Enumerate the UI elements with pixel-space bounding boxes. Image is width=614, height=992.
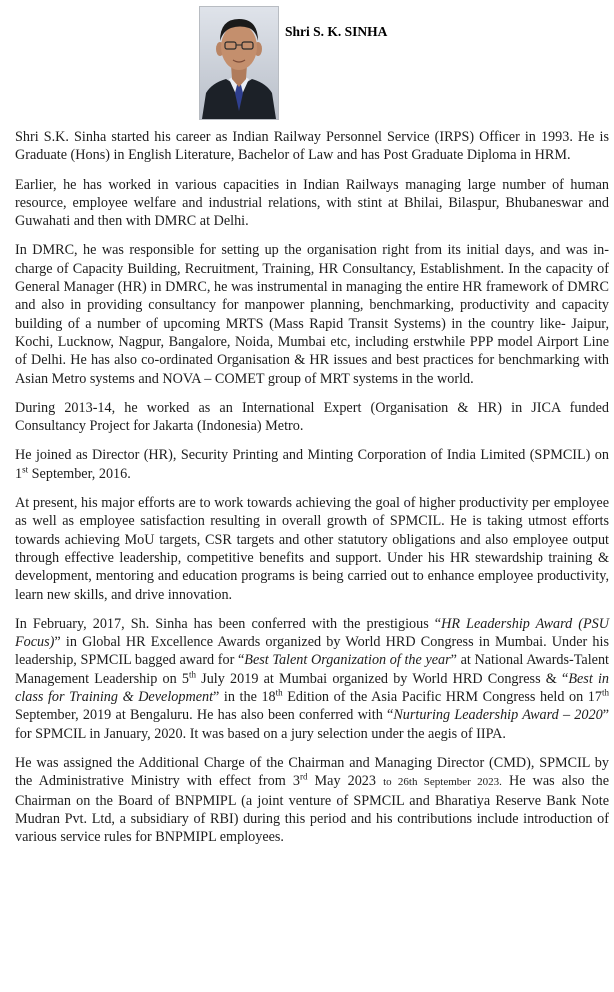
superscript: th — [275, 687, 283, 698]
award-name: Best Talent Organization of the year — [244, 652, 451, 669]
text-span: He was also the Chairman on the Board of BNPMIPL (a joint venture of SPMCIL and Bharatiya Reserve Bank Note Mudran Pvt. Ltd, a subsidiary of RBI) during this period and his contributions include introduction of various service rules for BNPMIPL employees. — [15, 773, 609, 846]
text-span: May 2023 — [307, 773, 384, 790]
biography — [15, 128, 609, 857]
text-span: ” at National Awards-Talent Management Leadership on 5 — [15, 652, 610, 687]
award-name: Best in class for Training & Development — [15, 670, 609, 706]
superscript: th — [188, 668, 196, 679]
bio-paragraph-railways: Earlier, he has worked in various capacities in Indian Railways managing large number of human resource, employee welfare and industrial relations, with stint at Bhilai, Bilaspur, Bhubaneswar and Guwahati and then with DMRC at Delhi. — [15, 176, 609, 230]
text-span: July 2019 at Mumbai organized by World HRD Congress & “ — [195, 670, 569, 687]
text-span: September, 2019 at Bengaluru. He has also been conferred with “ — [15, 707, 394, 724]
superscript: st — [22, 464, 29, 475]
award-name: Nurturing Leadership Award – 2020 — [393, 707, 603, 724]
bio-paragraph-awards — [15, 615, 609, 743]
text-span: Edition of the Asia Pacific HRM Congress held on 17 — [282, 689, 602, 706]
text-span: He was assigned the Additional Charge of the Chairman and Managing Director (CMD), SPMCIL by the Administrative Ministry with effect from 3 — [15, 754, 609, 790]
bio-paragraph-career-start: Shri S.K. Sinha started his career as Indian Railway Personnel Service (IRPS) Officer in 1993. He is Graduate (Hons) in English Literature, Bachelor of Law and has Post Graduate Diploma in HRM. — [15, 129, 609, 164]
bio-paragraph-present-efforts: At present, his major efforts are to work towards achieving the goal of higher productivity per employee as well as employee satisfaction resulting in overall growth of SPMCIL. He is taking utmost efforts towards achieving MoU targets, CSR targets and other statutory obligations and also employee output through effective leadership, competitive benefits and support. Under his HR stewardship training & development, mentoring and education programs is being carried out to enhance employee productivity, learn new skills, and drive innovation. — [15, 495, 609, 603]
text-span: ” in Global HR Excellence Awards organized by World HRD Congress in Mumbai. Under his leadership, SPMCIL bagged award for “ — [15, 634, 609, 669]
text-span: He joined as Director (HR), Security Printing and Minting Corporation of India Limited (SPMCIL) on 1 — [15, 447, 609, 482]
text-span: September, 2016. — [28, 465, 131, 482]
award-name: HR Leadership Award (PSU Focus) — [15, 615, 609, 651]
profile-header — [0, 0, 614, 120]
profile-name: Shri S. K. SINHA — [285, 24, 388, 39]
bio-paragraph-cmd-charge — [15, 754, 609, 846]
portrait-photo — [199, 6, 279, 120]
small-text-span: to 26th September 2023. — [383, 776, 502, 789]
text-span: ” in the 18 — [213, 689, 276, 706]
superscript: rd — [299, 771, 308, 782]
bio-paragraph-spmcil-join — [15, 446, 609, 483]
bio-paragraph-dmrc: In DMRC, he was responsible for setting up the organisation right from its initial days, and was in-charge of Capacity Building, Recruitment, Training, HR Consultancy, Establishment. In the capacity of General Manager (HR) in DMRC, he was instrumental in managing the entire HR framework of DMRC and also in providing consultancy for manpower planning, benchmarking, productivity and capacity building of a number of upcoming MRTS (Mass Rapid Transit Systems) in the country like- Jaipur, Kochi, Lucknow, Nagpur, Bangalore, Noida, Mumbai etc, including erstwhile PPP model Airport Line of Delhi. He has also co-ordinated Organisation & HR issues and best practices for benchmarking with Asian Metro systems and NOVA – COMET group of MRT systems in the world. — [15, 242, 609, 387]
bio-paragraph-jica: During 2013-14, he worked as an International Expert (Organisation & HR) in JICA funded Consultancy Project for Jakarta (Indonesia) Metro. — [15, 399, 609, 435]
text-span: In February, 2017, Sh. Sinha has been conferred with the prestigious “ — [15, 615, 442, 632]
text-span: ” for SPMCIL in January, 2020. It was based on a jury selection under the aegis of IIPA. — [15, 707, 609, 742]
superscript: th — [601, 687, 609, 698]
